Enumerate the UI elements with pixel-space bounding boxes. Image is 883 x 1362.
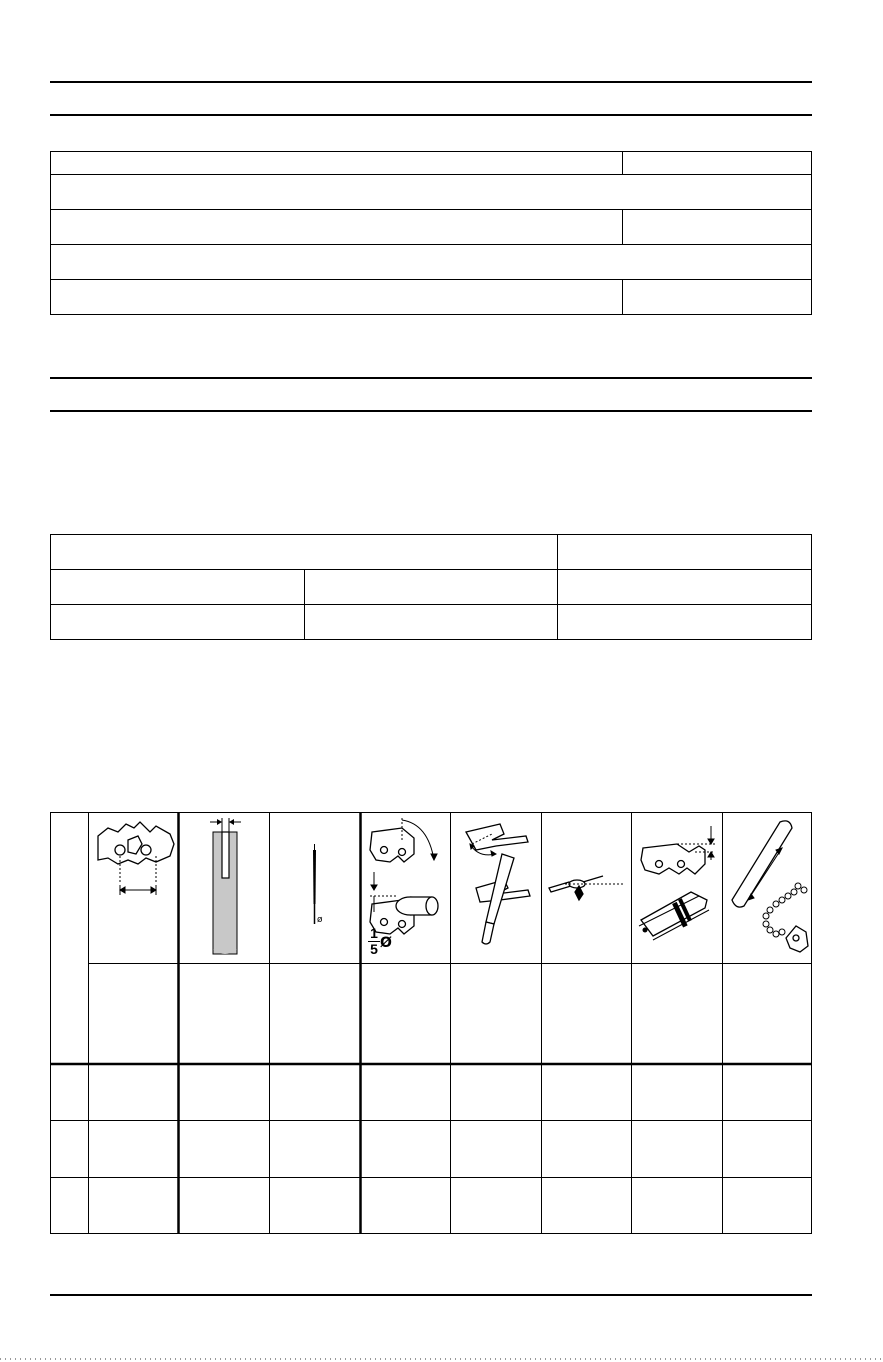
guide-bar-chain-icon xyxy=(724,814,812,959)
page-edge xyxy=(0,1358,883,1360)
fraction-numerator: 1 xyxy=(370,925,378,941)
round-file-diameter-label: ø xyxy=(317,915,323,925)
round-file-icon xyxy=(271,814,359,959)
file-holder-handle-icon xyxy=(543,814,631,959)
depth-gauge-fraction xyxy=(367,927,381,956)
file-holder-angle-icon xyxy=(452,814,540,959)
drive-link-gauge-icon xyxy=(180,814,268,959)
depth-gauge-diameter-symbol: Ø xyxy=(380,935,392,951)
chain-pitch-icon xyxy=(90,814,178,904)
footer-rule xyxy=(50,1294,812,1296)
fraction-denominator: 5 xyxy=(370,941,378,957)
depth-gauge-setting-icon xyxy=(633,814,721,959)
